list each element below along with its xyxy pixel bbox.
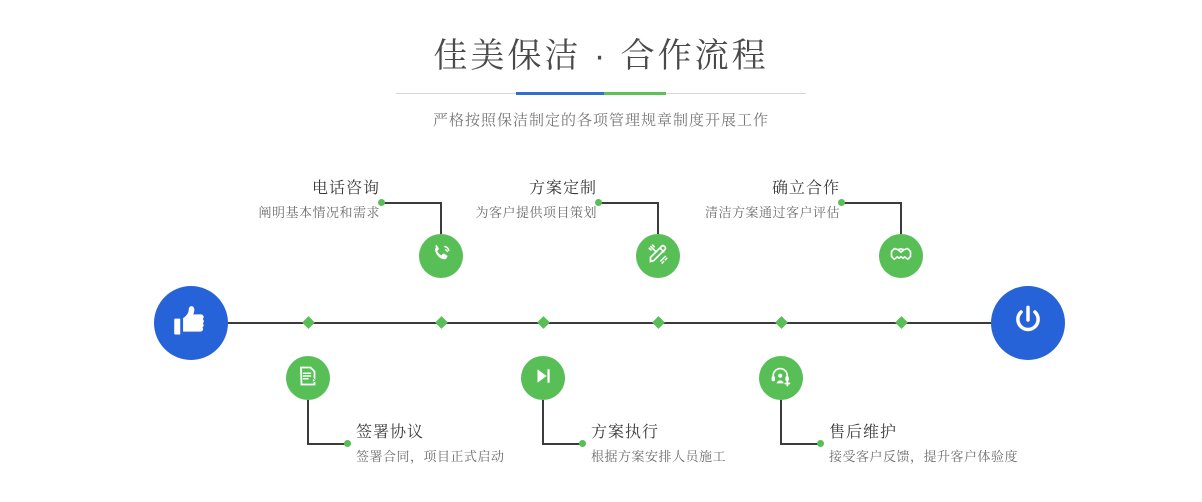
connector-5-vertical — [900, 202, 902, 234]
step-label-3 — [447, 178, 597, 224]
connector-6-vertical — [780, 400, 782, 444]
title-divider — [396, 92, 806, 95]
page-title: 佳美保洁 · 合作流程 — [433, 37, 769, 75]
step-desc-1: 阐明基本情况和需求 — [258, 205, 380, 220]
headset-add-icon — [769, 364, 793, 393]
step-node-6[interactable] — [759, 356, 803, 400]
axis-dot-2 — [302, 316, 315, 329]
page-header — [0, 0, 1202, 130]
step-title-5: 确立合作 — [771, 180, 840, 197]
timeline-axis — [158, 322, 1044, 324]
step-label-4 — [591, 422, 726, 468]
page-subtitle: 严格按照保洁制定的各项管理规章制度开展工作 — [432, 112, 769, 129]
connector-dot-2 — [344, 440, 351, 447]
step-desc-6: 接受客户反馈，提升客户体验度 — [829, 449, 1019, 464]
step-node-1[interactable] — [419, 234, 463, 278]
step-node-3[interactable] — [636, 234, 680, 278]
connector-1-horizontal — [383, 202, 441, 204]
power-icon — [1009, 302, 1047, 345]
play-next-icon — [531, 364, 555, 393]
axis-dot-3 — [652, 316, 665, 329]
divider-accent-blue — [516, 92, 604, 95]
axis-dot-5 — [895, 316, 908, 329]
step-label-6 — [829, 422, 1018, 468]
step-title-2: 签署协议 — [356, 424, 425, 441]
connector-4-vertical — [542, 400, 544, 444]
connector-3-vertical — [657, 202, 659, 234]
axis-dot-4 — [537, 316, 550, 329]
divider-accent-green — [604, 92, 666, 95]
phone-ring-icon — [429, 242, 453, 271]
step-label-1 — [230, 178, 380, 224]
step-node-4[interactable] — [521, 356, 565, 400]
axis-dot-1 — [435, 316, 448, 329]
step-node-5[interactable] — [879, 234, 923, 278]
process-flow-diagram — [0, 150, 1202, 502]
connector-dot-4 — [579, 440, 586, 447]
step-title-1: 电话咨询 — [311, 180, 380, 197]
thumbs-up-icon — [172, 302, 210, 345]
handshake-icon — [889, 242, 913, 271]
step-title-4: 方案执行 — [591, 424, 660, 441]
step-desc-5: 清洁方案通过客户评估 — [704, 205, 840, 220]
step-desc-4: 根据方案安排人员施工 — [591, 449, 727, 464]
step-node-2[interactable] — [286, 356, 330, 400]
connector-6-horizontal — [780, 443, 820, 445]
connector-4-horizontal — [542, 443, 582, 445]
connector-5-horizontal — [843, 202, 901, 204]
flow-end-node — [991, 286, 1065, 360]
step-label-2 — [356, 422, 505, 468]
flow-start-node — [154, 286, 228, 360]
connector-dot-6 — [817, 440, 824, 447]
connector-1-vertical — [440, 202, 442, 234]
connector-2-vertical — [307, 400, 309, 444]
connector-3-horizontal — [600, 202, 658, 204]
step-desc-2: 签署合同，项目正式启动 — [356, 449, 505, 464]
step-label-5 — [690, 178, 840, 224]
connector-2-horizontal — [307, 443, 347, 445]
step-title-6: 售后维护 — [829, 424, 898, 441]
document-edit-icon — [296, 364, 320, 393]
step-desc-3: 为客户提供项目策划 — [475, 205, 597, 220]
step-title-3: 方案定制 — [528, 180, 597, 197]
axis-dot-6 — [775, 316, 788, 329]
pencil-ruler-icon — [646, 242, 670, 271]
